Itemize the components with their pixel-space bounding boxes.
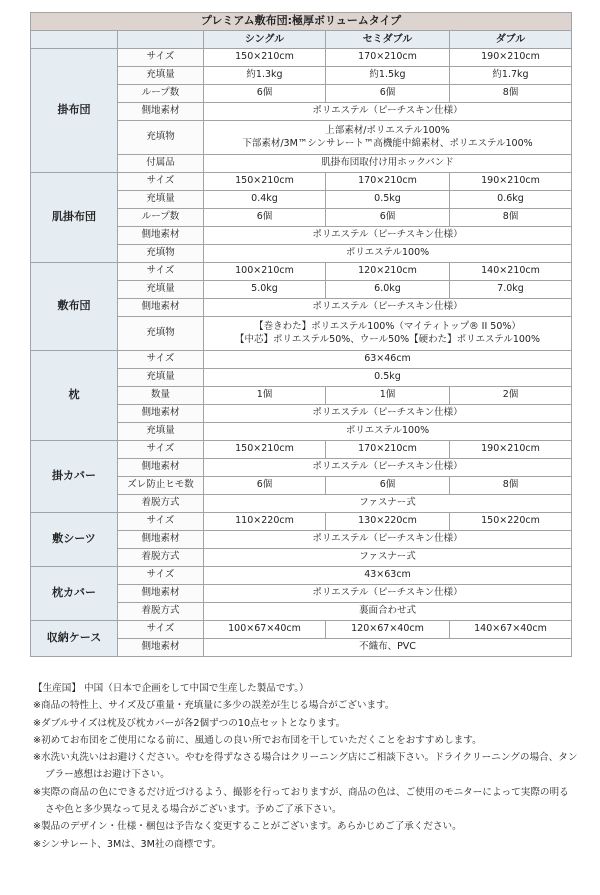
value-cell: 140×67×40cm [450, 621, 572, 639]
category-cell: 掛カバー [31, 441, 118, 513]
value-cell: 0.6kg [450, 191, 572, 209]
row-label: 充填物 [118, 245, 204, 263]
row-label: ズレ防止ヒモ数 [118, 477, 204, 495]
merged-value-cell: 不織布、PVC [204, 639, 572, 657]
row-label: 充填量 [118, 281, 204, 299]
value-cell: 170×210cm [326, 49, 450, 67]
value-cell: 6個 [204, 209, 326, 227]
row-label: サイズ [118, 173, 204, 191]
value-cell: 170×210cm [326, 173, 450, 191]
table-row [31, 49, 572, 67]
table-row [31, 567, 572, 585]
row-label: サイズ [118, 441, 204, 459]
merged-value-cell: 裏面合わせ式 [204, 603, 572, 621]
value-cell: 0.4kg [204, 191, 326, 209]
value-cell: 約1.5kg [326, 67, 450, 85]
value-cell: 150×210cm [204, 441, 326, 459]
note-line: ※ダブルサイズは枕及び枕カバーが各2個ずつの10点セットとなります。 [33, 717, 346, 729]
row-label: 側地素材 [118, 227, 204, 245]
merged-value-cell: ポリエステル（ピーチスキン仕様） [204, 585, 572, 603]
note-line: ※初めてお布団をご使用になる前に、風通しの良い所でお布団を干していただくことをおすすめします。 [33, 734, 482, 746]
table-row [31, 351, 572, 369]
row-label: 側地素材 [118, 459, 204, 477]
row-label: 側地素材 [118, 299, 204, 317]
row-label: 充填物 [118, 317, 204, 351]
value-cell: 120×67×40cm [326, 621, 450, 639]
row-label: 充填量 [118, 423, 204, 441]
table-title: プレミアム敷布団:極厚ボリュームタイプ [31, 13, 572, 31]
merged-value-cell: ポリエステル（ピーチスキン仕様） [204, 531, 572, 549]
merged-value-cell: ファスナー式 [204, 495, 572, 513]
column-header-single: シングル [204, 31, 326, 49]
row-label: 充填量 [118, 67, 204, 85]
category-cell: 敷布団 [31, 263, 118, 351]
value-cell: 6個 [326, 209, 450, 227]
value-cell: 190×210cm [450, 441, 572, 459]
merged-value-cell: ファスナー式 [204, 549, 572, 567]
value-cell: 120×210cm [326, 263, 450, 281]
row-label: ループ数 [118, 85, 204, 103]
merged-value-cell: 肌掛布団取付け用ホックバンド [204, 155, 572, 173]
value-cell: 150×210cm [204, 173, 326, 191]
note-line: ※商品の特性上、サイズ及び重量・充填量に多少の誤差が生じる場合がございます。 [33, 700, 395, 712]
note-line: ※製品のデザイン・仕様・梱包は予告なく変更することがございます。あらかじめご了承ください。 [33, 821, 462, 833]
value-cell: 6個 [204, 85, 326, 103]
row-label: 着脱方式 [118, 495, 204, 513]
value-cell: 150×210cm [204, 49, 326, 67]
value-cell: 6個 [326, 477, 450, 495]
row-label: 付属品 [118, 155, 204, 173]
value-cell: 8個 [450, 477, 572, 495]
row-label: サイズ [118, 351, 204, 369]
merged-value-cell: ポリエステル（ピーチスキン仕様） [204, 459, 572, 477]
value-cell: 8個 [450, 209, 572, 227]
value-cell: 190×210cm [450, 49, 572, 67]
merged-value-cell: ポリエステル（ピーチスキン仕様） [204, 103, 572, 121]
value-cell: 5.0kg [204, 281, 326, 299]
value-line: 【中芯】ポリエステル50%、ウール50%【硬わた】ポリエステル100% [235, 333, 540, 345]
merged-value-cell: 43×63cm [204, 567, 572, 585]
note-line: 【生産国】 中国（日本で企画をして中国で生産した製品です。） [33, 683, 309, 694]
value-cell: 6.0kg [326, 281, 450, 299]
spec-table [30, 12, 572, 657]
category-cell: 収納ケース [31, 621, 118, 657]
value-cell: 6個 [204, 477, 326, 495]
merged-value-cell: 0.5kg [204, 369, 572, 387]
value-cell: 140×210cm [450, 263, 572, 281]
table-row [31, 173, 572, 191]
row-label: 側地素材 [118, 585, 204, 603]
row-label: 側地素材 [118, 103, 204, 121]
row-label: 側地素材 [118, 639, 204, 657]
note-line: ※実際の商品の色にできるだけ近づけるよう、撮影を行っておりますが、商品の色は、ご使用のモニターによって実際の明るさや色と多少異なって見える場合がございます。予めご了承下さい。 [33, 786, 569, 816]
row-label: 着脱方式 [118, 549, 204, 567]
value-cell: 100×67×40cm [204, 621, 326, 639]
row-label: ループ数 [118, 209, 204, 227]
merged-value-cell [204, 121, 572, 155]
value-cell: 8個 [450, 85, 572, 103]
merged-value-cell [204, 317, 572, 351]
row-label: サイズ [118, 621, 204, 639]
value-cell: 100×210cm [204, 263, 326, 281]
header-spacer [118, 31, 204, 49]
value-line: 【巻きわた】ポリエステル100%（マイティトップ® II 50%） [254, 320, 521, 332]
row-label: 充填物 [118, 121, 204, 155]
value-cell: 約1.7kg [450, 67, 572, 85]
row-label: サイズ [118, 49, 204, 67]
row-label: 充填量 [118, 369, 204, 387]
value-line: 下部素材/3M™シンサレート™高機能中綿素材、ポリエステル100% [242, 137, 533, 149]
value-cell: 6個 [326, 85, 450, 103]
note-line: ※水洗い丸洗いはお避けください。やむを得ずなさる場合はクリーニング店にご相談下さい。ドライクリーニングの場合、タンブラー感想はお避け下さい。 [33, 752, 578, 781]
value-cell: 190×210cm [450, 173, 572, 191]
category-cell: 掛布団 [31, 49, 118, 173]
value-cell: 1個 [204, 387, 326, 405]
merged-value-cell: ポリエステル（ピーチスキン仕様） [204, 299, 572, 317]
value-cell: 7.0kg [450, 281, 572, 299]
value-cell: 約1.3kg [204, 67, 326, 85]
category-cell: 枕 [31, 351, 118, 441]
category-cell: 枕カバー [31, 567, 118, 621]
row-label: サイズ [118, 263, 204, 281]
value-cell: 1個 [326, 387, 450, 405]
value-cell: 0.5kg [326, 191, 450, 209]
merged-value-cell: ポリエステル（ピーチスキン仕様） [204, 405, 572, 423]
row-label: 数量 [118, 387, 204, 405]
table-row [31, 621, 572, 639]
merged-value-cell: 63×46cm [204, 351, 572, 369]
value-cell: 130×220cm [326, 513, 450, 531]
value-line: 上部素材/ポリエステル100% [325, 124, 450, 136]
category-cell: 敷シーツ [31, 513, 118, 567]
row-label: 着脱方式 [118, 603, 204, 621]
table-row [31, 513, 572, 531]
value-cell: 110×220cm [204, 513, 326, 531]
header-spacer [31, 31, 118, 49]
row-label: 充填量 [118, 191, 204, 209]
value-cell: 170×210cm [326, 441, 450, 459]
column-header-semi-double: セミダブル [326, 31, 450, 49]
table-row [31, 441, 572, 459]
value-cell: 150×220cm [450, 513, 572, 531]
merged-value-cell: ポリエステル（ピーチスキン仕様） [204, 227, 572, 245]
row-label: サイズ [118, 567, 204, 585]
notes-block [33, 680, 578, 853]
column-header-double: ダブル [450, 31, 572, 49]
merged-value-cell: ポリエステル100% [204, 423, 572, 441]
row-label: サイズ [118, 513, 204, 531]
merged-value-cell: ポリエステル100% [204, 245, 572, 263]
row-label: 側地素材 [118, 405, 204, 423]
note-line: ※シンサレート、3Mは、3M社の商標です。 [33, 838, 222, 850]
category-cell: 肌掛布団 [31, 173, 118, 263]
table-row [31, 263, 572, 281]
value-cell: 2個 [450, 387, 572, 405]
row-label: 側地素材 [118, 531, 204, 549]
